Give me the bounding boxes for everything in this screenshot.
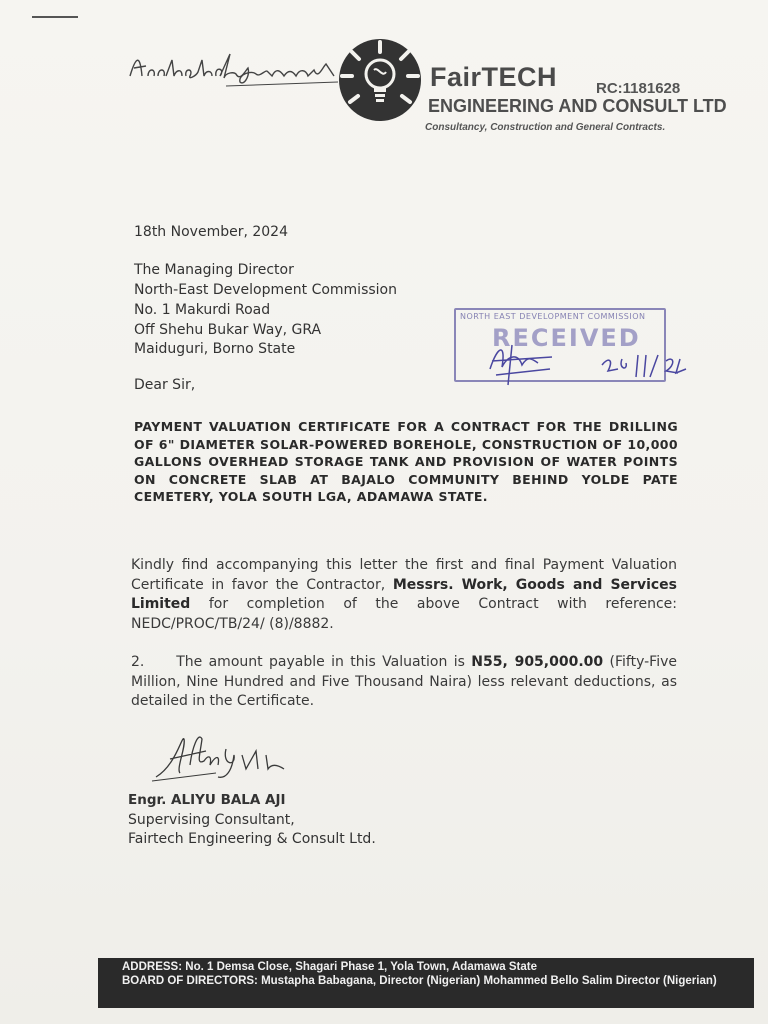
company-tagline: Consultancy, Construction and General Contracts. — [425, 122, 666, 133]
letter-date: 18th November, 2024 — [134, 224, 288, 240]
salutation: Dear Sir, — [134, 377, 196, 393]
footer-address: No. 1 Demsa Close, Shagari Phase 1, Yola Town, Adamawa State — [185, 961, 537, 973]
signer-company: Fairtech Engineering & Consult Ltd. — [128, 831, 376, 847]
address-label: ADDRESS: — [122, 961, 183, 973]
stamp-handwritten-signature — [462, 325, 692, 395]
recipient-line: The Managing Director — [134, 262, 294, 278]
paragraph-1-text: Kindly find accompanying this letter the first and final Payment Valuation Certificate in favor the Contractor, — [131, 557, 677, 593]
signer-title: Supervising Consultant, — [128, 812, 295, 828]
board-label: BOARD OF DIRECTORS: — [122, 974, 258, 987]
letter-subject: PAYMENT VALUATION CERTIFICATE FOR A CONTRACT FOR THE DRILLING OF 6" DIAMETER SOLAR-POWERED BOREHOLE, CONSTRUCTION OF 10,000 GALLONS OVERHEAD STORAGE TANK AND PROVISION OF WATER POINTS ON CONCRETE SLAB AT BAJALO COMMUNITY BEHIND YOLDE PATE CEMETERY, YOLA SOUTH LGA, ADAMAWA STATE. — [134, 419, 678, 504]
rc-number: RC:1181628 — [596, 80, 681, 97]
paragraph-2 — [131, 653, 677, 712]
payable-amount: N55, 905,000.00 — [471, 654, 604, 670]
stamp-organization: NORTH EAST DEVELOPMENT COMMISSION — [460, 312, 646, 321]
fairtech-bulb-logo — [338, 38, 422, 122]
recipient-line: North-East Development Commission — [134, 282, 397, 298]
recipient-line: Off Shehu Bukar Way, GRA — [134, 322, 322, 338]
letterhead-footer — [98, 958, 754, 1008]
footer-board: Mustapha Babagana, Director (Nigerian) Mohammed Bello Salim Director (Nigerian) — [261, 974, 717, 987]
footer-text — [122, 961, 742, 988]
corner-mark — [32, 16, 78, 18]
signer-name: Engr. ALIYU BALA AJI — [128, 792, 286, 808]
recipient-line: Maiduguri, Borno State — [134, 341, 296, 357]
paragraph-2-text: (Fifty-Five Million, Nine Hundred and Five Thousand Naira) less relevant deductions, as detailed in the Certificate. — [131, 654, 677, 709]
stamp-status: RECEIVED — [492, 324, 641, 352]
recipient-line: No. 1 Makurdi Road — [134, 302, 271, 318]
contractor-name: Messrs. Work, Goods and Services Limited — [131, 576, 677, 612]
paragraph-2-text: The amount payable in this Valuation is — [176, 654, 472, 670]
paragraph-1-text: for completion of the above Contract with reference: NEDC/PROC/TB/24/ (8)/8882. — [131, 596, 677, 632]
company-subtitle: ENGINEERING AND CONSULT LTD — [428, 96, 727, 116]
paragraph-1 — [131, 556, 677, 634]
consultant-signature — [146, 725, 296, 785]
handwritten-acknowledgement — [126, 46, 346, 96]
paragraph-number: 2. — [131, 654, 145, 670]
company-name: FairTECH — [430, 62, 558, 92]
